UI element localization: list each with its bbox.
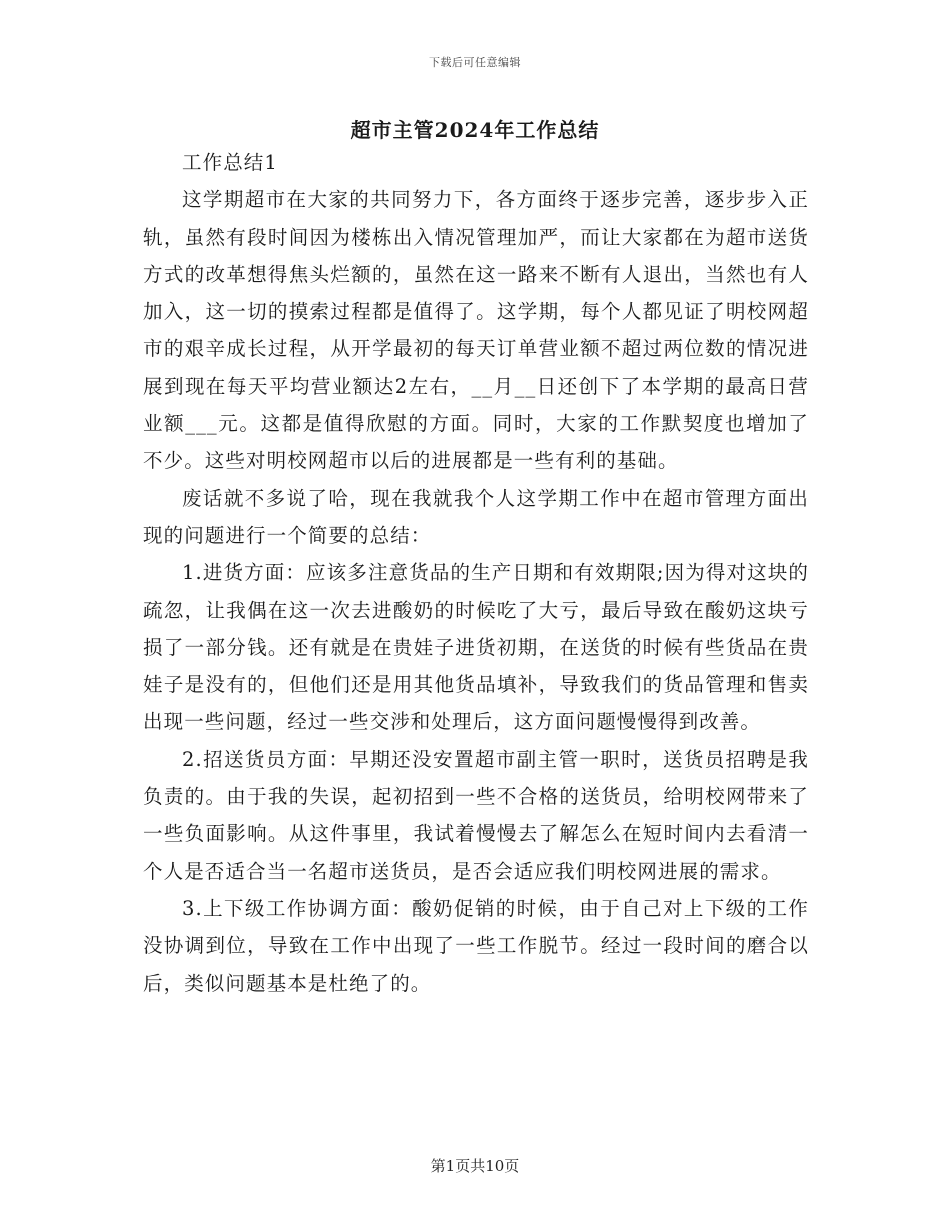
document-body [143,144,809,1002]
paragraph: 1.进货方面：应该多注意货品的生产日期和有效期限;因为得对这块的疏忽，让我偶在这一次去进酸奶的时候吃了大亏，最后导致在酸奶这块亏损了一部分钱。还有就是在贵娃子进货初期，在送货的时候有些货品在贵娃子是没有的，但他们还是用其他货品填补，导致我们的货品管理和售卖出现一些问题，经过一些交涉和处理后，这方面问题慢慢得到改善。 [143,561,809,734]
paragraph: 2.招送货员方面：早期还没安置超市副主管一职时，送货员招聘是我负责的。由于我的失误，起初招到一些不合格的送货员，给明校网带来了一些负面影响。从这件事里，我试着慢慢去了解怎么在短时间内去看清一个人是否适合当一名超市送货员，是否会适应我们明校网进展的需求。 [143,747,809,883]
document-title: 超市主管2024年工作总结 [350,118,600,142]
paragraph: 这学期超市在大家的共同努力下，各方面终于逐步完善，逐步步入正轨，虽然有段时间因为楼栋出入情况管理加严，而让大家都在为超市送货方式的改革想得焦头烂额的，虽然在这一路来不断有人退出，当然也有人加入，这一切的摸索过程都是值得了。这学期，每个人都见证了明校网超市的艰辛成长过程，从开学最初的每天订单营业额不超过两位数的情况进展到现在每天平均营业额达2左右，__月__日还创下了本学期的最高日营业额___元。这都是值得欣慰的方面。同时，大家的工作默契度也增加了不少。这些对明校网超市以后的进展都是一些有利的基础。 [143,188,809,473]
page-header-note: 下载后可任意编辑 [429,56,521,69]
paragraph: 3.上下级工作协调方面：酸奶促销的时候，由于自己对上下级的工作没协调到位，导致在工作中出现了一些工作脱节。经过一段时间的磨合以后，类似问题基本是杜绝了的。 [143,896,809,995]
page-footer: 第1页共10页 [430,1157,520,1175]
paragraph: 废话就不多说了哈，现在我就我个人这学期工作中在超市管理方面出现的问题进行一个简要的总结： [143,486,809,547]
section-heading: 工作总结1 [182,151,278,174]
